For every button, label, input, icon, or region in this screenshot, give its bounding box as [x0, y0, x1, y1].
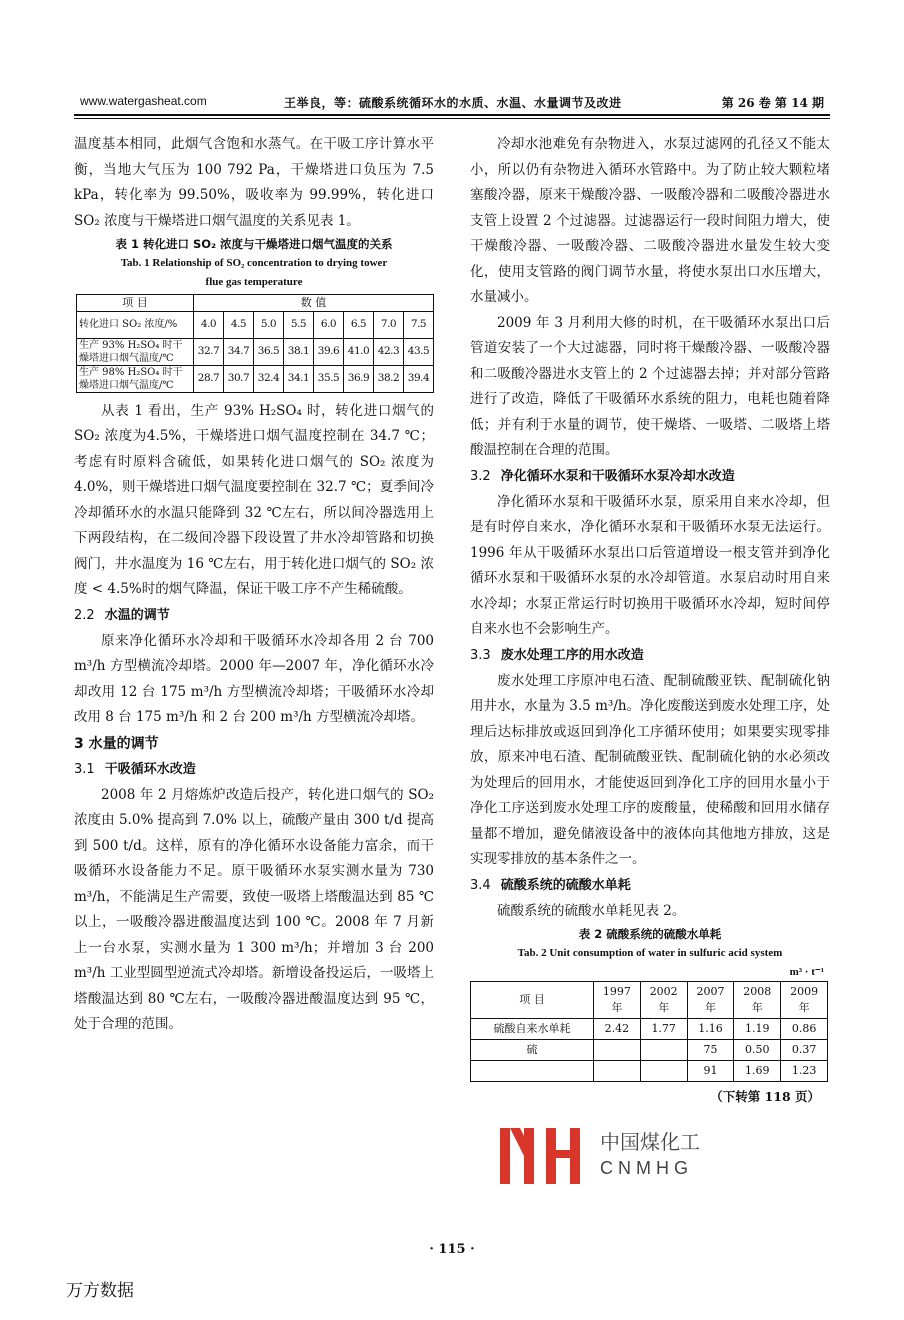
paragraph: 2008 年 2 月熔炼炉改造后投产，转化进口烟气的 SO₂ 浓度由 5.0% 提高到 7.0% 以上，硫酸产量由 300 t/d 提高到 500 t/d。这样，原有的净化循环水设备能力富余，而干吸循环水设备能力不足。原干吸循环水泵实测水量为 730 m³/h，不能满足生产需要，致使一吸塔上塔酸温达到 85 ℃以上，一吸酸冷器进酸温度达到 100 ℃。2008 年 7 月新上一台水泵，实测水量为 1 300 m³/h；并增加 3 台 200 m³/h 工业型圆型逆流式冷却塔。新增设备投运后，一吸塔上塔酸温达到 80 ℃左右，一吸酸冷器进酸温度达到 95 ℃，处于合理的范围。	[74, 786, 434, 1032]
table-row	[471, 1019, 828, 1040]
table-cell: 0.86	[781, 1019, 828, 1040]
section-title: 干吸循环水改造	[104, 761, 196, 777]
table-cell: 36.9	[344, 365, 374, 392]
table1	[76, 294, 434, 393]
section-title: 废水处理工序的用水改造	[500, 647, 644, 663]
table-cell	[594, 1040, 641, 1061]
table-cell: 43.5	[404, 338, 434, 365]
table-cell: 4.5	[224, 312, 254, 339]
table2-caption-zh: 表 2 硫酸系统的硫酸水单耗	[578, 927, 722, 941]
table-cell: 1.69	[734, 1061, 781, 1082]
table-cell	[640, 1040, 687, 1061]
watermark	[490, 1122, 720, 1192]
table-cell: 75	[687, 1040, 734, 1061]
section-title: 水温的调节	[104, 607, 170, 623]
header-rule	[74, 114, 830, 116]
continued-note: （下转第 118 页）	[710, 1089, 820, 1104]
running-title: 王举良，等：硫酸系统循环水的水质、水温、水量调节及改进	[284, 96, 622, 110]
section-title: 硫酸系统的硫酸水单耗	[500, 877, 631, 893]
table-header-row	[471, 982, 828, 1019]
table-header-cell: 数 值	[194, 295, 434, 312]
table-cell: 2.42	[594, 1019, 641, 1040]
table-cell: 1.23	[781, 1061, 828, 1082]
table-header-cell: 2009 年	[781, 982, 828, 1019]
table-cell: 生产 98% H₂SO₄ 时干燥塔进口烟气温度/℃	[77, 365, 194, 392]
table-cell	[471, 1061, 594, 1082]
paragraph: 从表 1 看出，生产 93% H₂SO₄ 时，转化进口烟气的 SO₂ 浓度为4.5%，干燥塔进口烟气温度控制在 34.7 ℃；考虑有时原料含硫低，如果转化进口烟气的 SO₂ 浓度为 4.0%，则干燥塔进口烟气温度要控制在 32.7 ℃；夏季间冷冷却循环水的水温只能降到 32 ℃左右，所以间冷器选用上下两段结构，在二级间冷器下段设置了井水冷却管路和切换阀门，井水温度为 16 ℃左右，用于转化进口烟气的 SO₂ 浓度 < 4.5%时的烟气降温，保证干吸工序不产生稀硫酸。	[74, 402, 434, 597]
table1-caption-en-2: flue gas temperature	[205, 276, 303, 288]
section-number: 3.1	[74, 761, 95, 777]
page-number: · 115 ·	[429, 1242, 475, 1257]
paragraph: 温度基本相同，此烟气含饱和水蒸气。在干吸工序计算水平衡，当地大气压为 100 792 Pa，干燥塔进口负压为 7.5 kPa，转化率为 99.50%，吸收率为 99.99%，转化进口 SO₂ 浓度与干燥塔进口烟气温度的关系见表 1。	[74, 136, 434, 229]
table-cell: 硫	[471, 1040, 594, 1061]
table-row	[77, 312, 434, 339]
watermark-text-en: CNMHG	[600, 1158, 693, 1178]
journal-url[interactable]: www.watergasheat.com	[80, 94, 207, 108]
table-cell: 6.5	[344, 312, 374, 339]
table-cell: 91	[687, 1061, 734, 1082]
table-cell: 34.1	[284, 365, 314, 392]
table-cell: 5.0	[254, 312, 284, 339]
table-cell: 0.37	[781, 1040, 828, 1061]
paragraph: 硫酸系统的硫酸水单耗见表 2。	[497, 902, 686, 919]
section-number: 3.2	[470, 468, 491, 484]
table-cell: 36.5	[254, 338, 284, 365]
section-heading	[74, 757, 434, 783]
table-cell: 转化进口 SO₂ 浓度/%	[77, 312, 194, 339]
section-number: 3.4	[470, 877, 491, 893]
table-header-cell: 2007 年	[687, 982, 734, 1019]
paragraph: 2009 年 3 月利用大修的时机，在干吸循环水泵出口后管道安装了一个大过滤器，同时将干燥酸冷器、一吸酸冷器和二吸酸冷器进水支管上的 2 个过滤器去掉；并对部分管路进行了改造，降低了干吸循环水系统的阻力，电耗也随着降低；并有利于水量的调节，使干燥塔、一吸塔、二吸塔上塔酸温控制在合理的范围。	[470, 314, 830, 458]
section-number: 3.3	[470, 647, 491, 663]
table-row	[77, 338, 434, 365]
table2-caption-en: Tab. 2 Unit consumption of water in sulfuric acid system	[517, 947, 783, 959]
table-cell: 生产 93% H₂SO₄ 时干燥塔进口烟气温度/℃	[77, 338, 194, 365]
table-cell: 32.4	[254, 365, 284, 392]
right-column	[470, 132, 830, 1108]
section-title: 净化循环水泵和干吸循环水泵冷却水改造	[500, 468, 735, 484]
table-cell: 28.7	[194, 365, 224, 392]
table-cell: 35.5	[314, 365, 344, 392]
paragraph: 净化循环水泵和干吸循环水泵，原采用自来水冷却，但是有时停自来水，净化循环水泵和干吸循环水泵无法运行。1996 年从干吸循环水泵出口后管道增设一根支管并到净化循环水泵和干吸循环水泵的水冷却管道。水泵启动时用自来水冷却；水泵正常运行时切换用干吸循环水冷却，短时间停自来水也不会影响生产。	[470, 493, 830, 637]
table-cell: 0.50	[734, 1040, 781, 1061]
paragraph: 冷却水池难免有杂物进入，水泵过滤网的孔径又不能太小，所以仍有杂物进入循环水管路中。为了防止较大颗粒堵塞酸冷器，原来干燥酸冷器、一吸酸冷器和二吸酸冷器进水支管上设置 2 个过滤器。过滤器运行一段时间阻力增大，使干燥酸冷器、一吸酸冷器、二吸酸冷器进水量发生较大变化，使用支管路的阀门调节水量，将使水泵出口水压增大，水量减小。	[470, 136, 830, 305]
table-row	[471, 1040, 828, 1061]
table-row	[471, 1061, 828, 1082]
table-cell: 7.0	[374, 312, 404, 339]
table-row	[77, 365, 434, 392]
table-cell	[640, 1061, 687, 1082]
watermark-text-zh: 中国煤化工	[598, 1126, 702, 1155]
table-cell: 39.6	[314, 338, 344, 365]
table2	[470, 981, 828, 1082]
footer-source: 万方数据	[66, 1281, 134, 1301]
paragraph: 废水处理工序原冲电石渣、配制硫酸亚铁、配制硫化钠用井水，水量为 3.5 m³/h。净化废酸送到废水处理工序，处理后达标排放或返回到净化工序循环使用；如果要实现零排放，原来冲电石渣、配制硫酸亚铁、配制硫化钠的水必须改为处理后的回用水，才能使返回到净化工序的回用水量小于净化工序送到废水处理工序的废酸量，使稀酸和回用水储存量都不增加，避免储液设备中的液体向其他地方排放，这是实现零排放的基本条件之一。	[470, 672, 830, 867]
table-cell: 7.5	[404, 312, 434, 339]
table-cell: 32.7	[194, 338, 224, 365]
table-header-cell: 项 目	[471, 982, 594, 1019]
table-cell: 4.0	[194, 312, 224, 339]
watermark-logo-icon	[490, 1122, 586, 1188]
running-header	[74, 92, 830, 114]
table-cell: 39.4	[404, 365, 434, 392]
table1-caption-zh: 表 1 转化进口 SO₂ 浓度与干燥塔进口烟气温度的关系	[115, 237, 393, 251]
table-cell: 1.77	[640, 1019, 687, 1040]
table-cell	[594, 1061, 641, 1082]
header-rule-thin	[74, 118, 830, 119]
table-header-cell: 2008 年	[734, 982, 781, 1019]
table-cell: 34.7	[224, 338, 254, 365]
paragraph: 原来净化循环水冷却和干吸循环水冷却各用 2 台 700 m³/h 方型横流冷却塔。2000 年—2007 年，净化循环水冷却改用 12 台 175 m³/h 方型横流冷却塔；干吸循环水冷却改用 8 台 175 m³/h 和 2 台 200 m³/h 方型横流冷却塔。	[74, 632, 434, 725]
table-cell: 6.0	[314, 312, 344, 339]
table-cell: 38.1	[284, 338, 314, 365]
section-heading	[470, 643, 830, 669]
section-heading	[74, 603, 434, 629]
table-cell: 38.2	[374, 365, 404, 392]
volume-issue: 第 26 卷 第 14 期	[721, 96, 824, 110]
section-heading	[470, 464, 830, 490]
section-heading	[470, 873, 830, 899]
table-cell: 30.7	[224, 365, 254, 392]
table-header-cell: 2002 年	[640, 982, 687, 1019]
table-cell: 42.3	[374, 338, 404, 365]
table-cell: 1.19	[734, 1019, 781, 1040]
table-cell: 5.5	[284, 312, 314, 339]
table-header-cell: 1997 年	[594, 982, 641, 1019]
table-header-cell: 项 目	[77, 295, 194, 312]
table2-unit: m³ · t⁻¹	[789, 966, 824, 978]
table-cell: 1.16	[687, 1019, 734, 1040]
left-column	[74, 132, 434, 1038]
section-number: 2.2	[74, 607, 95, 623]
table-cell: 硫酸自来水单耗	[471, 1019, 594, 1040]
table1-caption-en: Tab. 1 Relationship of SO₂ concentration to drying tower	[120, 257, 388, 269]
table-cell: 41.0	[344, 338, 374, 365]
section-heading: 3 水量的调节	[74, 735, 159, 752]
